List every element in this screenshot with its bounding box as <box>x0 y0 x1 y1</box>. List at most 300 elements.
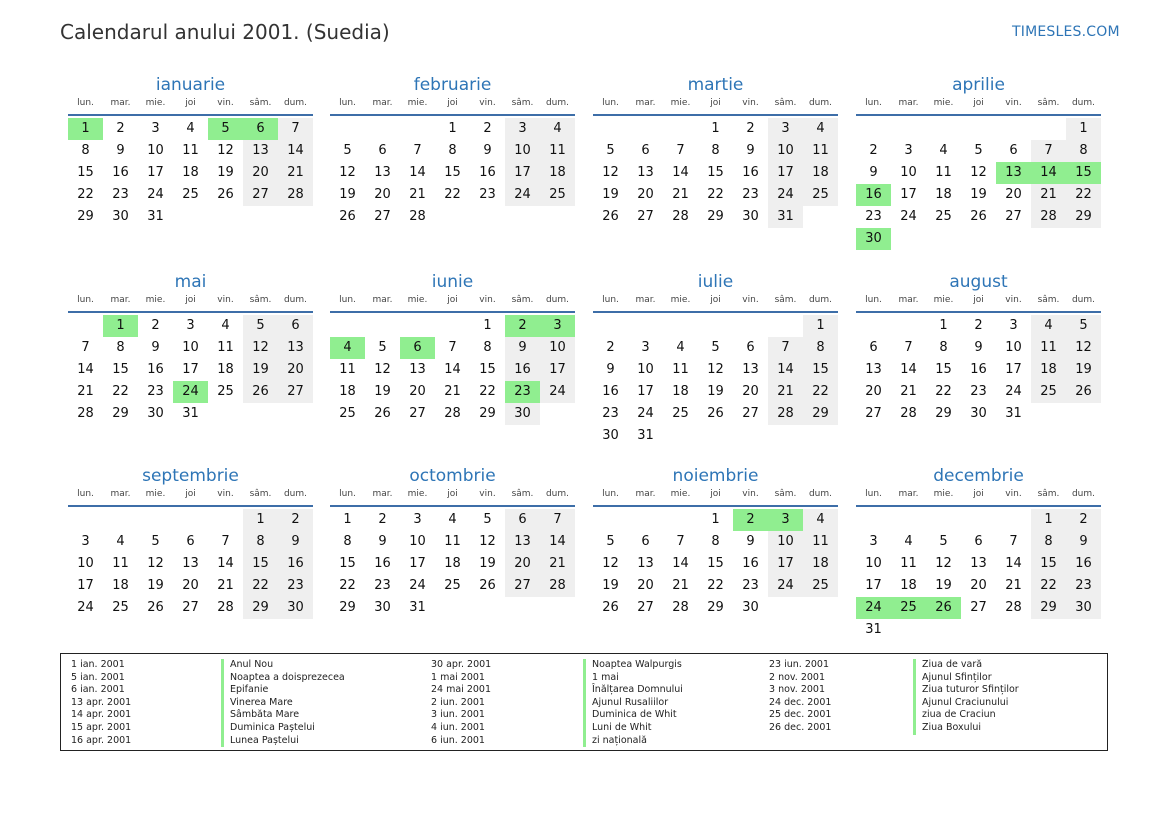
day-cell: 20 <box>243 162 278 184</box>
day-cell: 4 <box>904 534 913 549</box>
month-noiembrie <box>593 465 838 615</box>
day-cell: 18 <box>803 162 838 184</box>
weekday-label: mie. <box>145 295 166 305</box>
day-cell: 29 <box>112 406 129 421</box>
day-cell: 1 <box>448 121 457 136</box>
holiday-date: 24 dec. 2001 <box>769 696 832 708</box>
day-cell: 30 <box>970 406 987 421</box>
day-cell: 10 <box>182 340 199 355</box>
holiday-day-cell: 13 <box>996 162 1031 184</box>
holiday-date: 2 nov. 2001 <box>769 671 825 683</box>
day-cell: 29 <box>707 600 724 615</box>
weekday-label: dum. <box>283 98 308 108</box>
holiday-date: 16 apr. 2001 <box>71 734 132 746</box>
day-cell: 11 <box>672 362 689 377</box>
day-cell: 28 <box>444 406 461 421</box>
day-cell: 7 <box>1009 534 1018 549</box>
day-cell: 18 <box>935 187 952 202</box>
holiday-day-cell: 24 <box>856 597 891 619</box>
holiday-date-column <box>431 659 491 747</box>
holiday-name: Luni de Whit <box>592 721 652 733</box>
day-cell: 23 <box>1066 575 1101 597</box>
day-cell: 19 <box>479 556 496 571</box>
day-cell: 11 <box>803 531 838 553</box>
day-cell: 12 <box>707 362 724 377</box>
day-cell: 8 <box>1066 140 1101 162</box>
day-cell: 3 <box>413 512 422 527</box>
day-cell: 12 <box>602 556 619 571</box>
day-cell: 29 <box>77 209 94 224</box>
day-cell: 4 <box>803 509 838 531</box>
day-cell: 7 <box>81 340 90 355</box>
month-title: februarie <box>413 75 492 95</box>
day-cell: 8 <box>116 340 125 355</box>
weekday-label: joi <box>973 98 984 108</box>
day-cell: 6 <box>641 534 650 549</box>
day-cell: 29 <box>1031 597 1066 619</box>
day-cell: 19 <box>243 359 278 381</box>
weekday-header <box>593 98 838 110</box>
weekday-label: lun. <box>77 489 94 499</box>
month-divider <box>330 505 575 507</box>
month-aprilie <box>856 74 1101 246</box>
day-cell: 10 <box>768 140 803 162</box>
day-cell: 24 <box>768 184 803 206</box>
weekday-label: vin. <box>1005 489 1022 499</box>
day-cell: 6 <box>505 509 540 531</box>
day-cell: 1 <box>939 318 948 333</box>
day-cell: 10 <box>637 362 654 377</box>
day-cell: 19 <box>602 578 619 593</box>
day-cell: 30 <box>742 209 759 224</box>
month-februarie <box>330 74 575 224</box>
weekday-label: dum. <box>283 489 308 499</box>
weekday-label: lun. <box>339 489 356 499</box>
holiday-name-column <box>583 659 683 747</box>
day-cell: 23 <box>479 187 496 202</box>
day-cell: 25 <box>540 184 575 206</box>
holiday-date: 15 apr. 2001 <box>71 721 132 733</box>
weekday-header <box>68 295 313 307</box>
day-cell: 1 <box>343 512 352 527</box>
holiday-date: 23 iun. 2001 <box>769 659 830 670</box>
holiday-day-cell: 2 <box>733 509 768 531</box>
day-cell: 7 <box>768 337 803 359</box>
day-cell: 12 <box>374 362 391 377</box>
day-cell: 18 <box>540 162 575 184</box>
day-cell: 4 <box>116 534 125 549</box>
day-cell: 11 <box>182 143 199 158</box>
day-cell: 8 <box>448 143 457 158</box>
day-cell: 13 <box>505 531 540 553</box>
day-cell: 10 <box>900 165 917 180</box>
day-cell: 15 <box>707 165 724 180</box>
day-cell: 9 <box>869 165 878 180</box>
day-cell: 17 <box>768 553 803 575</box>
day-cell: 19 <box>935 578 952 593</box>
day-cell: 29 <box>803 403 838 425</box>
holiday-date: 25 dec. 2001 <box>769 709 832 721</box>
holiday-date: 1 ian. 2001 <box>71 659 125 670</box>
day-cell: 4 <box>939 143 948 158</box>
month-title: mai <box>174 272 207 292</box>
day-cell: 17 <box>637 384 654 399</box>
day-cell: 26 <box>1066 381 1101 403</box>
day-cell: 20 <box>970 578 987 593</box>
day-cell: 13 <box>865 362 882 377</box>
day-cell: 17 <box>147 165 164 180</box>
day-cell: 8 <box>803 337 838 359</box>
holiday-name: Ziua de vară <box>922 659 983 670</box>
day-cell: 2 <box>869 143 878 158</box>
month-divider <box>856 114 1101 116</box>
day-cell: 5 <box>939 534 948 549</box>
weekday-label: joi <box>973 489 984 499</box>
day-cell: 1 <box>483 318 492 333</box>
day-cell: 13 <box>742 362 759 377</box>
day-cell: 13 <box>182 556 199 571</box>
holiday-day-cell: 6 <box>400 337 435 359</box>
day-cell: 15 <box>112 362 129 377</box>
day-cell: 27 <box>505 575 540 597</box>
weekday-label: lun. <box>865 295 882 305</box>
day-cell: 16 <box>147 362 164 377</box>
day-cell: 5 <box>151 534 160 549</box>
day-cell: 7 <box>448 340 457 355</box>
weekday-label: lun. <box>77 295 94 305</box>
weekday-label: joi <box>185 295 196 305</box>
weekday-label: mie. <box>933 98 954 108</box>
holiday-day-cell: 3 <box>540 315 575 337</box>
holiday-name: 1 mai <box>592 671 619 683</box>
day-cell: 21 <box>1031 184 1066 206</box>
holiday-date: 30 apr. 2001 <box>431 659 492 670</box>
day-cell: 6 <box>186 534 195 549</box>
holiday-date: 3 nov. 2001 <box>769 684 825 696</box>
weekday-header <box>593 489 838 501</box>
day-cell: 24 <box>900 209 917 224</box>
day-cell: 12 <box>243 337 278 359</box>
day-cell: 15 <box>479 362 496 377</box>
day-cell: 4 <box>540 118 575 140</box>
day-cell: 25 <box>112 600 129 615</box>
weekday-label: sâm. <box>1037 489 1060 499</box>
holiday-date: 6 ian. 2001 <box>71 684 125 696</box>
weekday-label: sâm. <box>249 295 272 305</box>
day-cell: 18 <box>217 362 234 377</box>
holiday-date: 14 apr. 2001 <box>71 709 132 721</box>
day-cell: 19 <box>339 187 356 202</box>
weekday-label: mie. <box>407 98 428 108</box>
weekday-label: mie. <box>670 489 691 499</box>
holiday-day-cell: 15 <box>1066 162 1101 184</box>
day-cell: 4 <box>676 340 685 355</box>
day-cell: 23 <box>742 578 759 593</box>
day-cell: 2 <box>116 121 125 136</box>
day-cell: 22 <box>112 384 129 399</box>
day-cell: 9 <box>1066 531 1101 553</box>
day-cell: 25 <box>339 406 356 421</box>
day-cell: 6 <box>641 143 650 158</box>
day-cell: 11 <box>803 140 838 162</box>
day-cell: 4 <box>448 512 457 527</box>
day-cell: 13 <box>970 556 987 571</box>
day-cell: 2 <box>378 512 387 527</box>
holiday-day-cell: 25 <box>891 597 926 619</box>
day-cell: 21 <box>1005 578 1022 593</box>
weekday-label: mar. <box>372 98 393 108</box>
month-septembrie <box>68 465 313 615</box>
day-cell: 28 <box>217 600 234 615</box>
day-cell: 26 <box>339 209 356 224</box>
day-cell: 12 <box>217 143 234 158</box>
day-cell: 15 <box>935 362 952 377</box>
holiday-name: Noaptea a doisprezecea <box>230 671 345 683</box>
day-cell: 4 <box>186 121 195 136</box>
page-title: Calendarul anului 2001. (Suedia) <box>60 20 390 44</box>
day-cell: 29 <box>935 406 952 421</box>
weekday-label: lun. <box>77 98 94 108</box>
day-cell: 13 <box>243 140 278 162</box>
day-cell: 31 <box>182 406 199 421</box>
month-title: ianuarie <box>155 75 226 95</box>
day-cell: 16 <box>1066 553 1101 575</box>
day-cell: 18 <box>182 165 199 180</box>
holiday-name: Duminica de Whit <box>592 709 677 721</box>
weekday-label: mie. <box>933 295 954 305</box>
weekday-label: dum. <box>808 98 833 108</box>
day-cell: 31 <box>147 209 164 224</box>
weekday-label: dum. <box>283 295 308 305</box>
day-cell: 7 <box>413 143 422 158</box>
day-cell: 26 <box>147 600 164 615</box>
day-cell: 15 <box>1031 553 1066 575</box>
day-cell: 11 <box>900 556 917 571</box>
day-cell: 24 <box>147 187 164 202</box>
day-cell: 10 <box>865 556 882 571</box>
day-cell: 1 <box>1031 509 1066 531</box>
holiday-day-cell: 14 <box>1031 162 1066 184</box>
holiday-day-cell: 6 <box>243 118 278 140</box>
day-cell: 5 <box>711 340 720 355</box>
day-cell: 17 <box>1005 362 1022 377</box>
day-cell: 30 <box>278 597 313 619</box>
weekday-label: joi <box>447 98 458 108</box>
day-cell: 25 <box>1031 381 1066 403</box>
day-cell: 21 <box>217 578 234 593</box>
day-cell: 22 <box>803 381 838 403</box>
holiday-name: Vinerea Mare <box>230 696 293 708</box>
day-cell: 9 <box>278 531 313 553</box>
weekday-header <box>593 295 838 307</box>
day-cell: 19 <box>1066 359 1101 381</box>
month-title: iunie <box>431 272 474 292</box>
weekday-label: mie. <box>407 295 428 305</box>
day-cell: 24 <box>505 184 540 206</box>
weekday-label: lun. <box>339 98 356 108</box>
day-cell: 16 <box>505 359 540 381</box>
day-cell: 17 <box>768 162 803 184</box>
day-cell: 21 <box>900 384 917 399</box>
day-cell: 18 <box>1031 359 1066 381</box>
day-cell: 23 <box>374 578 391 593</box>
weekday-label: sâm. <box>511 295 534 305</box>
day-cell: 29 <box>1066 206 1101 228</box>
site-logo-link[interactable]: TIMESLES.COM <box>1012 24 1120 40</box>
day-cell: 19 <box>970 187 987 202</box>
weekday-label: joi <box>710 489 721 499</box>
day-cell: 12 <box>479 534 496 549</box>
holiday-name: Lunea Paștelui <box>230 734 299 746</box>
holiday-name: Ziua Boxului <box>922 721 981 733</box>
weekday-label: mar. <box>372 489 393 499</box>
holiday-date: 4 iun. 2001 <box>431 721 485 733</box>
day-cell: 28 <box>672 600 689 615</box>
weekday-label: dum. <box>545 98 570 108</box>
day-cell: 14 <box>672 165 689 180</box>
weekday-label: mie. <box>933 489 954 499</box>
weekday-label: vin. <box>479 98 496 108</box>
day-cell: 21 <box>540 553 575 575</box>
day-cell: 19 <box>217 165 234 180</box>
day-cell: 11 <box>935 165 952 180</box>
month-title: aprilie <box>952 75 1005 95</box>
day-cell: 24 <box>637 406 654 421</box>
day-cell: 20 <box>182 578 199 593</box>
day-cell: 21 <box>77 384 94 399</box>
day-cell: 24 <box>1005 384 1022 399</box>
holiday-list <box>60 653 1108 751</box>
holiday-day-cell: 3 <box>768 509 803 531</box>
weekday-label: mie. <box>670 295 691 305</box>
day-cell: 25 <box>672 406 689 421</box>
day-cell: 14 <box>540 531 575 553</box>
day-cell: 26 <box>479 578 496 593</box>
holiday-date: 1 mai 2001 <box>431 671 485 683</box>
day-cell: 7 <box>1031 140 1066 162</box>
day-cell: 14 <box>278 140 313 162</box>
weekday-label: vin. <box>1005 98 1022 108</box>
weekday-label: sâm. <box>774 98 797 108</box>
day-cell: 2 <box>606 340 615 355</box>
day-cell: 21 <box>409 187 426 202</box>
day-cell: 23 <box>970 384 987 399</box>
weekday-header <box>856 295 1101 307</box>
day-cell: 7 <box>278 118 313 140</box>
weekday-label: vin. <box>217 295 234 305</box>
day-cell: 3 <box>81 534 90 549</box>
weekday-label: mie. <box>145 98 166 108</box>
weekday-label: sâm. <box>1037 98 1060 108</box>
day-cell: 8 <box>711 143 720 158</box>
holiday-name: Înălțarea Domnului <box>592 684 683 696</box>
day-cell: 22 <box>707 187 724 202</box>
weekday-label: sâm. <box>774 295 797 305</box>
day-cell: 29 <box>339 600 356 615</box>
weekday-label: sâm. <box>511 98 534 108</box>
weekday-label: vin. <box>217 489 234 499</box>
month-title: decembrie <box>933 466 1024 486</box>
month-martie <box>593 74 838 224</box>
day-cell: 10 <box>768 531 803 553</box>
day-cell: 17 <box>900 187 917 202</box>
weekday-label: dum. <box>1071 295 1096 305</box>
weekday-label: vin. <box>1005 295 1022 305</box>
weekday-label: mar. <box>110 295 131 305</box>
day-cell: 31 <box>637 428 654 443</box>
weekday-label: sâm. <box>249 98 272 108</box>
weekday-label: mar. <box>898 98 919 108</box>
holiday-day-cell: 2 <box>505 315 540 337</box>
day-cell: 30 <box>112 209 129 224</box>
day-cell: 10 <box>540 337 575 359</box>
day-cell: 14 <box>444 362 461 377</box>
day-cell: 15 <box>444 165 461 180</box>
day-cell: 3 <box>904 143 913 158</box>
month-title: septembrie <box>142 466 239 486</box>
day-cell: 15 <box>77 165 94 180</box>
holiday-day-cell: 4 <box>330 337 365 359</box>
day-cell: 19 <box>147 578 164 593</box>
day-cell: 5 <box>378 340 387 355</box>
day-cell: 3 <box>869 534 878 549</box>
day-cell: 26 <box>602 600 619 615</box>
holiday-name-column <box>221 659 345 747</box>
day-cell: 31 <box>865 622 882 637</box>
day-cell: 28 <box>278 184 313 206</box>
day-cell: 14 <box>217 556 234 571</box>
day-cell: 28 <box>540 575 575 597</box>
day-cell: 11 <box>339 362 356 377</box>
day-cell: 28 <box>768 403 803 425</box>
day-cell: 22 <box>444 187 461 202</box>
holiday-name: Sâmbăta Mare <box>230 709 300 721</box>
day-cell: 26 <box>970 209 987 224</box>
day-cell: 8 <box>939 340 948 355</box>
day-cell: 27 <box>970 600 987 615</box>
day-cell: 30 <box>505 403 540 425</box>
holiday-name: zi națională <box>592 734 647 746</box>
day-cell: 24 <box>409 578 426 593</box>
holiday-day-cell: 30 <box>856 228 891 250</box>
day-cell: 7 <box>540 509 575 531</box>
weekday-label: sâm. <box>774 489 797 499</box>
day-cell: 1 <box>803 315 838 337</box>
day-cell: 14 <box>672 556 689 571</box>
holiday-date: 6 iun. 2001 <box>431 734 485 746</box>
day-cell: 25 <box>803 575 838 597</box>
day-cell: 27 <box>865 406 882 421</box>
month-divider <box>856 505 1101 507</box>
day-cell: 3 <box>151 121 160 136</box>
day-cell: 9 <box>606 362 615 377</box>
day-cell: 16 <box>112 165 129 180</box>
holiday-name: Ajunul Sfinților <box>922 671 992 683</box>
weekday-label: lun. <box>602 489 619 499</box>
day-cell: 13 <box>278 337 313 359</box>
day-cell: 21 <box>768 381 803 403</box>
day-cell: 28 <box>1005 600 1022 615</box>
day-cell: 1 <box>711 121 720 136</box>
holiday-name: ziua de Craciun <box>922 709 996 721</box>
day-cell: 2 <box>483 121 492 136</box>
weekday-label: joi <box>185 489 196 499</box>
day-cell: 1 <box>1066 118 1101 140</box>
day-cell: 5 <box>483 512 492 527</box>
holiday-date: 3 iun. 2001 <box>431 709 485 721</box>
day-cell: 20 <box>409 384 426 399</box>
day-cell: 28 <box>77 406 94 421</box>
